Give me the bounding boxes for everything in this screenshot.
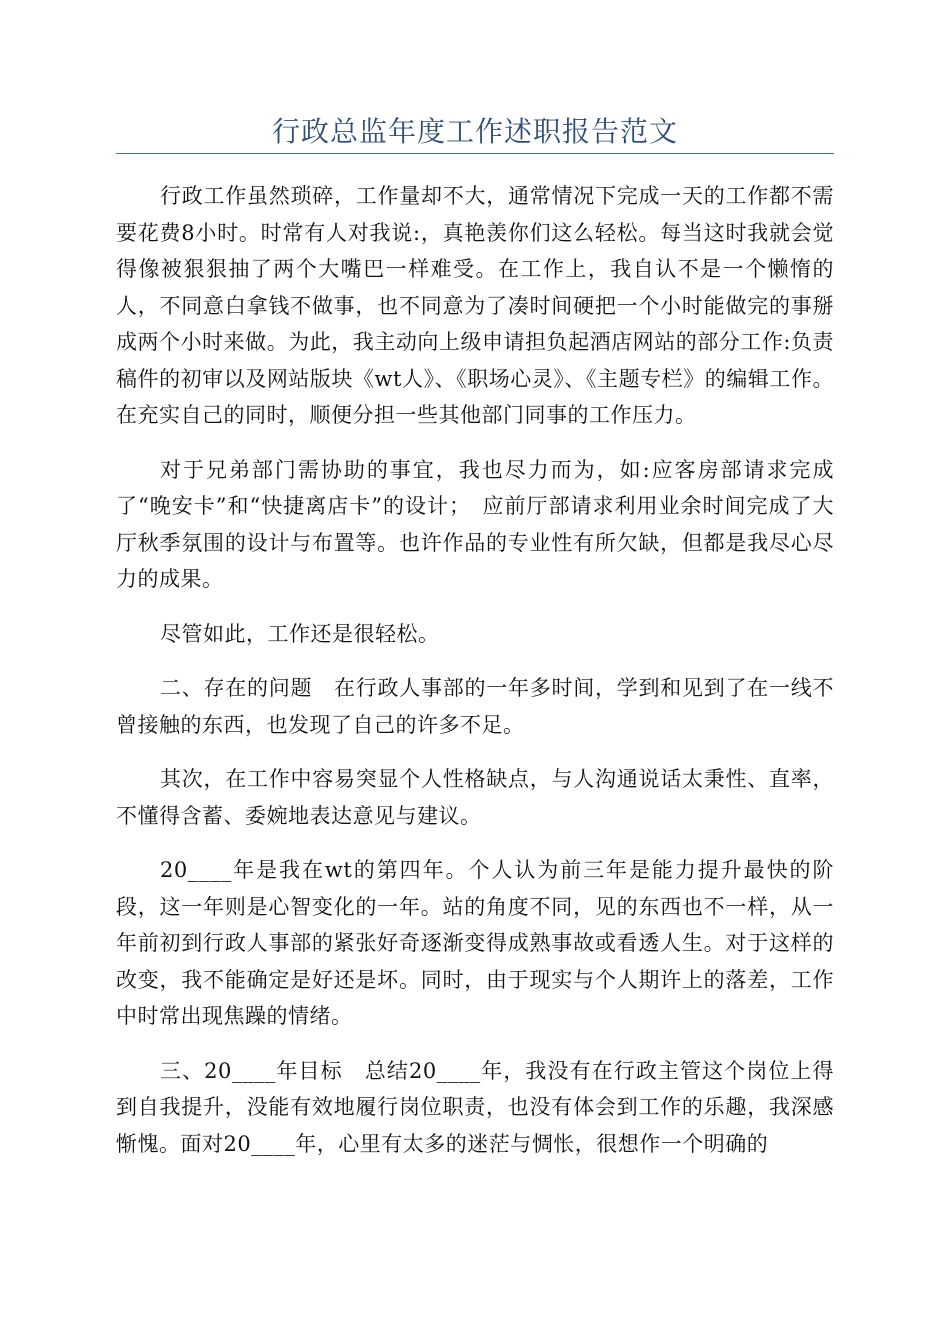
paragraph-7: 三、20____年目标 总结20____年，我没有在行政主管这个岗位上得到自我提升，没能有效地履行岗位职责，也没有体会到工作的乐趣，我深感惭愧。面对20____年，心里有太多的迷茫与惆怅，很想作一个明确的 [116, 1058, 834, 1156]
document-title: 行政总监年度工作述职报告范文 [271, 115, 678, 148]
title-underline [116, 153, 834, 154]
paragraph-4: 二、存在的问题 在行政人事部的一年多时间，学到和见到了在一线不曾接触的东西，也发现了自己的许多不足。 [116, 676, 834, 737]
paragraph-6: 20____年是我在wt的第四年。个人认为前三年是能力提升最快的阶段，这一年则是心智变化的一年。站的角度不同，见的东西也不一样，从一年前初到行政人事部的紧张好奇逐渐变得成熟事故或看透人生。对于这样的改变，我不能确定是好还是坏。同时，由于现实与个人期许上的落差，工作中时常出现焦躁的情绪。 [116, 858, 834, 1028]
paragraph-1: 行政工作虽然琐碎，工作量却不大，通常情况下完成一天的工作都不需要花费8小时。时常有人对我说:，真艳羡你们这么轻松。每当这时我就会觉得像被狠狠抽了两个大嘴巴一样难受。在工作上，我自认不是一个懒惰的人，不同意白拿钱不做事，也不同意为了凑时间硬把一个小时能做完的事掰成两个小时来做。为此，我主动向上级申请担负起酒店网站的部分工作:负责稿件的初审以及网站版块《wt人》、《职场心灵》、《主题专栏》的编辑工作。在充实自己的同时，顺便分担一些其他部门同事的工作压力。 [116, 184, 834, 427]
paragraph-5: 其次，在工作中容易突显个人性格缺点，与人沟通说话太秉性、直率，不懂得含蓄、委婉地表达意见与建议。 [116, 767, 834, 828]
paragraph-2: 对于兄弟部门需协助的事宜，我也尽力而为，如:应客房部请求完成了“晚安卡”和“快捷离店卡”的设计； 应前厅部请求利用业余时间完成了大厅秋季氛围的设计与布置等。也许作品的专业性有所欠缺，但都是我尽心尽力的成果。 [116, 457, 834, 591]
document-body [116, 178, 834, 1180]
paragraph-3: 尽管如此，工作还是很轻松。 [160, 621, 440, 646]
